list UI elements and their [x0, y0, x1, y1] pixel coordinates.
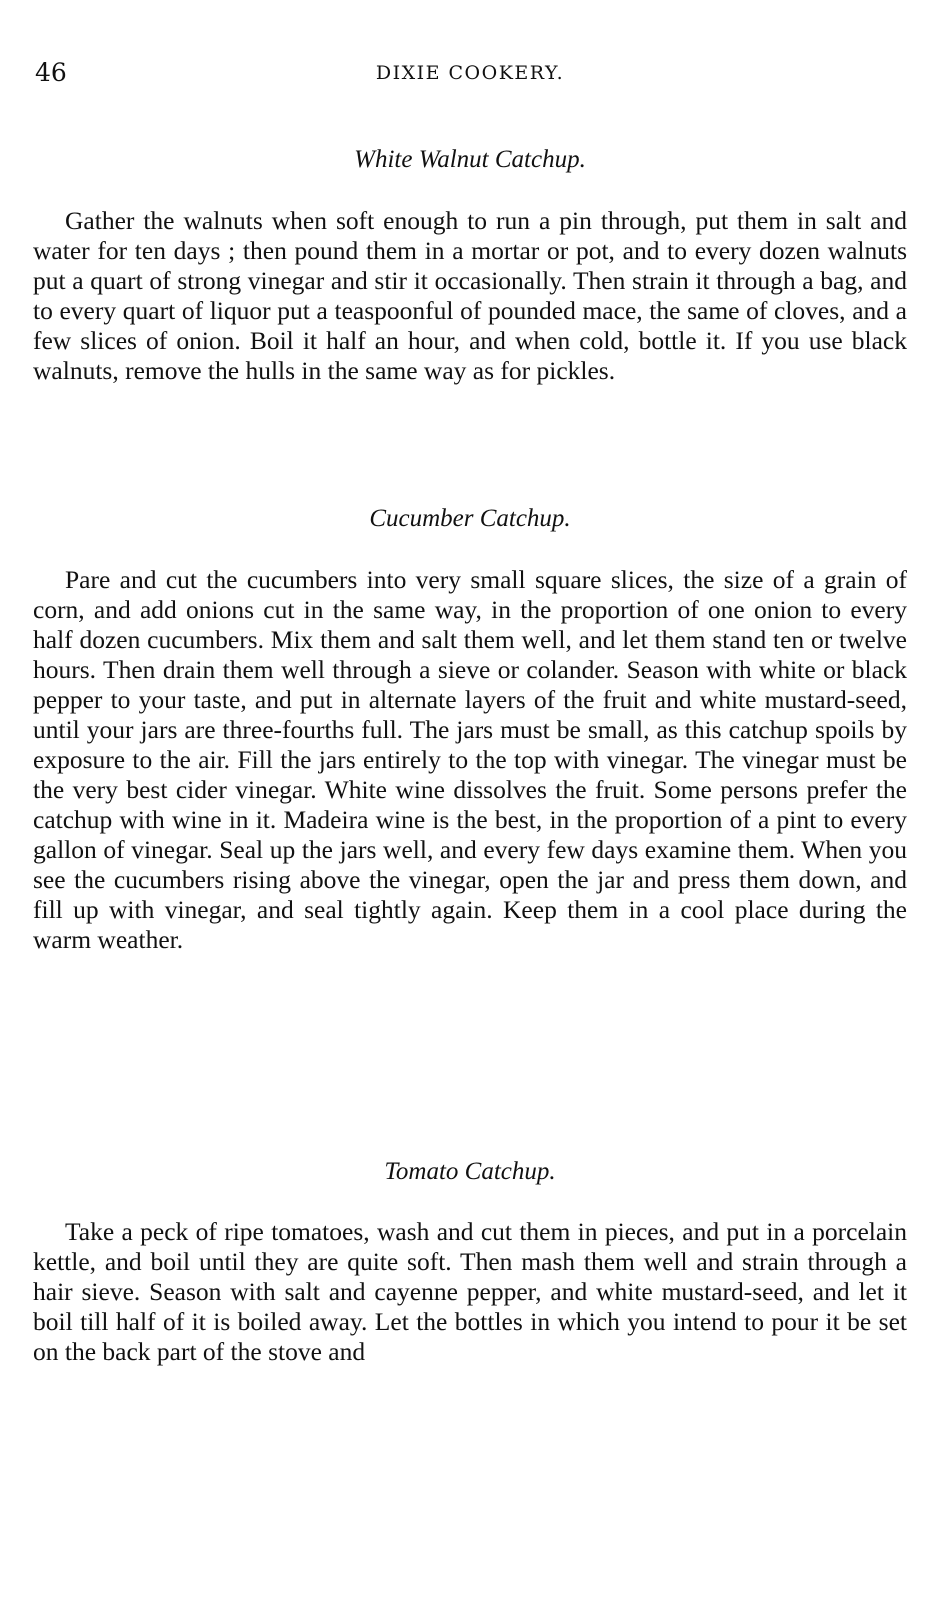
running-head	[35, 58, 905, 88]
recipe-title-tomato-catchup: Tomato Catchup.	[384, 1158, 556, 1185]
recipe-title-white-walnut-catchup: White Walnut Catchup.	[354, 146, 586, 173]
recipe-body-tomato-catchup: Take a peck of ripe tomatoes, wash and cut them in pieces, and put in a porcelain kettle, and boil until they are quite soft. Then mash them well and strain through a hair sieve. Season with salt and cayenne pepper, and white mustard-seed, and let it boil till half of it is boiled away. Let the bottles in which you intend to pour it be set on the back part of the stove and	[33, 1217, 907, 1366]
recipe-body-white-walnut-catchup: Gather the walnuts when soft enough to run a pin through, put them in salt and water for ten days ; then pound them in a mortar or pot, and to every dozen walnuts put a quart of strong vinegar and stir it occasionally. Then strain it through a bag, and to every quart of liquor put a teaspoonful of pounded mace, the same of cloves, and a few slices of onion. Boil it half an hour, and when cold, bottle it. If you use black walnuts, remove the hulls in the same way as for pickles.	[33, 206, 907, 385]
page-number: 46	[35, 58, 67, 87]
recipe-body-cucumber-catchup: Pare and cut the cucumbers into very small square slices, the size of a grain of corn, and add onions cut in the same way, in the proportion of one onion to every half dozen cucumbers. Mix them and salt them well, and let them stand ten or twelve hours. Then drain them well through a sieve or colander. Season with white or black pepper to your taste, and put in alternate layers of the fruit and white mustard-seed, until your jars are three-fourths full. The jars must be small, as this catchup spoils by exposure to the air. Fill the jars entirely to the top with vinegar. The vinegar must be the very best cider vinegar. White wine dissolves the fruit. Some persons prefer the catchup with wine in it. Madeira wine is the best, in the proportion of a pint to every gallon of vinegar. Seal up the jars well, and every few days examine them. When you see the cucumbers rising above the vinegar, open the jar and press them down, and fill up with vinegar, and seal tightly again. Keep them in a cool place during the warm weather.	[33, 565, 907, 954]
running-title: DIXIE COOKERY.	[375, 62, 565, 84]
recipe-title-cucumber-catchup: Cucumber Catchup.	[369, 505, 571, 532]
